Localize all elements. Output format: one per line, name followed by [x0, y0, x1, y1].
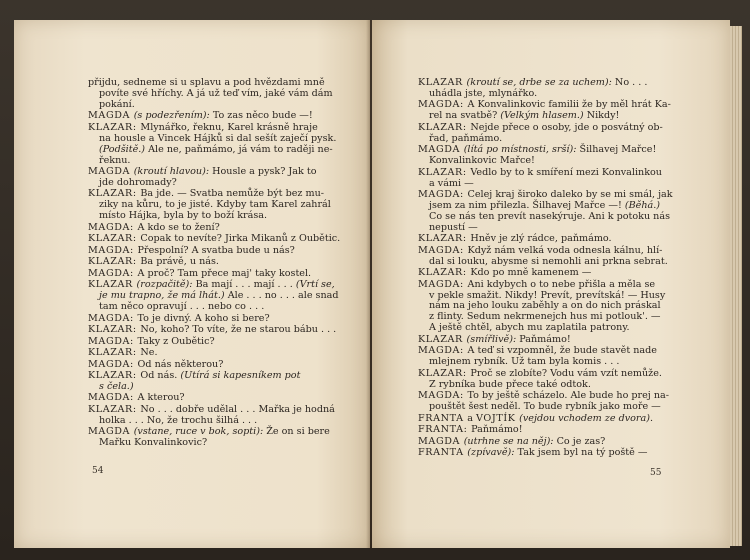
- spoken-text: ziky na kůru, to je jisté. Kdyby tam Karel zahrál: [99, 199, 331, 211]
- spoken-text: Vedlo by to k smíření mezi Konvalinkou: [470, 166, 662, 178]
- dialogue-paragraph: [418, 280, 680, 335]
- text-line: [418, 268, 680, 279]
- text-line: [88, 314, 338, 325]
- dialogue-paragraph: [88, 427, 338, 449]
- speaker-name: MAGDA:: [418, 99, 468, 111]
- text-line: [88, 257, 338, 268]
- spoken-text: holka . . . No, že trochu šilhá . . .: [99, 414, 258, 426]
- stage-direction: je mu trapno, že má lhát.): [99, 290, 225, 302]
- dialogue-paragraph: [88, 123, 338, 167]
- speaker-name: MAGDA:: [88, 335, 138, 347]
- dialogue-paragraph: [88, 325, 338, 336]
- text-line: [418, 323, 680, 334]
- right-page-text: [418, 78, 680, 460]
- dialogue-paragraph: [418, 100, 680, 122]
- stage-direction: (Podšitě.): [99, 143, 146, 155]
- spoken-text: Celej kraj široko daleko by se mi smál, jak: [467, 189, 673, 201]
- spoken-text: Od nás.: [140, 370, 181, 382]
- speaker-name: KLAZAR:: [88, 121, 141, 133]
- spoken-text: Hněv je zlý rádce, paňmámo.: [470, 233, 612, 245]
- speaker-name: KLAZAR:: [418, 367, 471, 379]
- text-line: [88, 393, 338, 404]
- speaker-name: VOJTÍK: [476, 412, 520, 424]
- text-line: [88, 337, 338, 348]
- speaker-name: KLAZAR: [418, 77, 467, 88]
- spoken-text: pouštět šest neděl. To bude rybník jako moře —: [429, 401, 661, 412]
- stage-direction: (vstane, ruce v bok, sopti):: [133, 426, 264, 438]
- spoken-text: rel na svatbě?: [429, 110, 501, 122]
- spoken-text: Přespolní? A svatba bude u nás?: [137, 244, 295, 256]
- speaker-name: MAGDA:: [418, 345, 468, 357]
- spoken-text: místo Hájka, byla by to boží krása.: [99, 210, 268, 222]
- stage-direction: (Vrtí se,: [295, 279, 335, 291]
- speaker-name: MAGDA: [418, 144, 464, 156]
- text-line: [88, 111, 338, 122]
- text-line: [418, 134, 680, 145]
- speaker-name: KLAZAR:: [418, 166, 471, 178]
- text-line: [418, 234, 680, 245]
- text-line: [88, 269, 338, 280]
- dialogue-paragraph: [88, 371, 338, 393]
- speaker-name: KLAZAR:: [418, 233, 471, 245]
- text-line: [418, 111, 680, 122]
- speaker-name: MAGDA: [88, 110, 134, 122]
- speaker-name: MAGDA: [418, 435, 464, 447]
- dialogue-paragraph: [88, 167, 338, 189]
- spoken-text: tam něco opravují . . . nebo co . . .: [99, 301, 265, 313]
- left-page: [14, 20, 370, 548]
- stage-direction: (utrhne se na něj):: [463, 435, 554, 447]
- dialogue-paragraph: [418, 414, 680, 425]
- text-line: [418, 402, 680, 413]
- dialogue-paragraph: [418, 437, 680, 448]
- spoken-text: A kterou?: [137, 392, 185, 404]
- spoken-text: Od nás některou?: [137, 358, 224, 370]
- text-line: [88, 325, 338, 336]
- left-page-text: [88, 77, 341, 450]
- spoken-text: řad, paňmámo.: [429, 132, 503, 144]
- text-line: [418, 156, 680, 167]
- spoken-text: Ba právě, u nás.: [140, 256, 219, 268]
- text-line: [88, 302, 338, 313]
- text-line: [418, 223, 680, 234]
- spoken-text: jsem za nim přilezla. Šilhavej Mařce —!: [429, 199, 625, 211]
- dialogue-paragraph: [418, 425, 680, 436]
- right-page: [372, 20, 730, 548]
- spoken-text: nepustí —: [429, 221, 478, 233]
- page-edges: [730, 26, 742, 546]
- speaker-name: MAGDA:: [88, 267, 138, 279]
- text-line: [88, 100, 338, 111]
- spoken-text: A proč? Tam přece maj' taky kostel.: [137, 267, 312, 279]
- spoken-text: Ba jde. — Svatba nemůže být bez mu-: [140, 188, 325, 200]
- spoken-text: To by ještě scházelo. Ale bude ho prej na-: [467, 390, 669, 402]
- dialogue-paragraph: [418, 346, 680, 368]
- speaker-name: KLAZAR:: [88, 324, 141, 336]
- stage-direction: (Běhá.): [624, 199, 661, 211]
- speaker-name: KLAZAR:: [418, 121, 471, 133]
- spoken-text: A kdo se to žení?: [137, 221, 220, 233]
- speaker-name: KLAZAR:: [88, 188, 141, 200]
- stage-direction: (lítá po místnosti, srší):: [463, 144, 577, 156]
- text-line: [88, 211, 338, 222]
- stage-direction: (kroutí se, drbe se za uchem):: [466, 77, 612, 88]
- right-page-number: 55: [650, 468, 662, 478]
- speaker-name: MAGDA:: [418, 390, 468, 402]
- dialogue-paragraph: [88, 269, 338, 280]
- speaker-name: KLAZAR:: [88, 233, 141, 245]
- text-line: [88, 360, 338, 371]
- speaker-name: FRANTA:: [418, 424, 472, 435]
- spoken-text: Tak jsem byl na tý poště —: [514, 447, 648, 458]
- speaker-name: KLAZAR:: [88, 403, 141, 415]
- spoken-text: Mlynářko, řeknu, Karel krásně hraje: [140, 121, 318, 133]
- dialogue-paragraph: [418, 246, 680, 268]
- speaker-name: KLAZAR:: [88, 256, 141, 268]
- speaker-name: KLAZAR: [88, 279, 137, 291]
- dialogue-paragraph: [88, 257, 338, 268]
- speaker-name: MAGDA:: [88, 392, 138, 404]
- dialogue-paragraph: [88, 280, 338, 313]
- spoken-text: v pekle smažit. Nikdy! Prevít, prevítská! — Husy: [429, 289, 666, 301]
- text-line: [88, 438, 338, 449]
- text-line: [418, 380, 680, 391]
- text-line: [88, 246, 338, 257]
- spoken-text: A ještě chtěl, abych mu zaplatila patrony.: [429, 322, 630, 334]
- spoken-text: Z rybníka bude přece také odtok.: [429, 378, 591, 390]
- stage-direction: (zpívavě):: [467, 447, 515, 458]
- text-line: [418, 89, 680, 100]
- spoken-text: Šilhavej Mařce!: [576, 144, 657, 156]
- spoken-text: Paňmámo!: [516, 333, 571, 345]
- spoken-text: dal si louku, abysme si nemohli ani prkna sebrat.: [429, 255, 668, 267]
- speaker-name: MAGDA: [88, 166, 134, 178]
- speaker-name: FRANTA: [418, 447, 468, 458]
- dialogue-paragraph: [418, 448, 680, 459]
- spoken-text: jde dohromady?: [99, 176, 177, 188]
- spoken-text: povíte své hříchy. A já už teď vím, jaké vám dám: [99, 87, 333, 99]
- text-line: [88, 233, 341, 245]
- dialogue-paragraph: [418, 369, 680, 391]
- dialogue-paragraph: [418, 268, 680, 279]
- text-line: [88, 382, 338, 393]
- spoken-text: Když nám velká voda odnesla kálnu, hlí-: [467, 244, 663, 256]
- stage-direction: (Utírá si kapesníkem pot: [180, 370, 301, 382]
- spoken-text: A teď si vzpomněl, že bude stavět nade: [467, 345, 657, 357]
- spoken-text: Konvalinkovic Mařce!: [429, 155, 535, 167]
- dialogue-paragraph: [88, 78, 338, 111]
- spoken-text: nám na jeho louku zaběhly a on do nich práskal: [429, 300, 661, 312]
- text-line: [418, 414, 680, 425]
- stage-direction: (rozpačitě):: [136, 279, 193, 291]
- spoken-text: Ba mají . . . mají . . .: [192, 279, 296, 291]
- spoken-text: Nejde přece o osoby, jde o posvátný ob-: [470, 121, 663, 133]
- dialogue-paragraph: [418, 335, 680, 346]
- left-page-number: 54: [92, 466, 104, 476]
- dialogue-paragraph: [88, 405, 338, 427]
- speaker-name: KLAZAR:: [88, 347, 141, 359]
- spoken-text: Copak to nevíte? Jirka Mikanů z Oubětic.: [140, 233, 341, 245]
- spoken-text: Taky z Oubětic?: [137, 335, 215, 347]
- spoken-text: z flinty. Sedum nekrmenejch hus mi potlouk'. —: [429, 311, 661, 323]
- spoken-text: řeknu.: [99, 154, 131, 166]
- speaker-name: MAGDA: [88, 426, 134, 438]
- dialogue-paragraph: [418, 190, 680, 234]
- stage-direction: s čela.): [99, 380, 134, 392]
- speaker-name: KLAZAR:: [88, 370, 141, 382]
- dialogue-paragraph: [88, 360, 338, 371]
- spoken-text: Ale . . . no . . . ale snad: [224, 290, 339, 302]
- stage-direction: (kroutí hlavou):: [133, 166, 210, 178]
- text-line: [418, 257, 680, 268]
- speaker-name: KLAZAR: [418, 333, 467, 345]
- speaker-name: MAGDA:: [418, 244, 468, 256]
- spoken-text: No . . . dobře udělal . . . Mařka je hodná: [140, 403, 335, 415]
- spoken-text: Housle a pysk? Jak to: [209, 166, 317, 178]
- spoken-text: To je divný. A koho si bere?: [137, 312, 270, 324]
- spoken-text: Ale ne, paňmámo, já vám to raději ne-: [145, 143, 333, 155]
- spoken-text: Že on si bere: [263, 426, 330, 438]
- dialogue-paragraph: [88, 314, 338, 325]
- speaker-name: MAGDA:: [88, 358, 138, 370]
- text-line: [418, 425, 680, 436]
- text-line: [88, 348, 338, 359]
- speaker-name: MAGDA:: [88, 221, 138, 233]
- dialogue-paragraph: [418, 123, 680, 145]
- speaker-name: MAGDA:: [418, 189, 468, 201]
- spoken-text: No . . .: [611, 77, 648, 88]
- speaker-name: MAGDA:: [88, 244, 138, 256]
- spoken-text: No, koho? To víte, že ne starou bábu . . .: [140, 324, 337, 336]
- spoken-text: Co je zas?: [553, 435, 606, 447]
- dialogue-paragraph: [88, 337, 338, 348]
- spoken-text: Ne.: [140, 347, 158, 359]
- spoken-text: Paňmámo!: [471, 424, 523, 435]
- spoken-text: To zas něco bude —!: [209, 110, 313, 122]
- dialogue-paragraph: [418, 78, 680, 100]
- spoken-text: Co se nás ten prevít nasekýruje. Ani k potoku nás: [429, 210, 670, 222]
- text-line: [418, 179, 680, 190]
- spoken-text: Proč se zlobíte? Vodu vám vzít nemůže.: [470, 367, 662, 379]
- spoken-text: mlejnem rybník. Už tam byla komis . . .: [429, 356, 620, 368]
- text-line: [418, 448, 680, 459]
- dialogue-paragraph: [418, 145, 680, 167]
- dialogue-paragraph: [88, 246, 338, 257]
- speaker-name: MAGDA:: [88, 312, 138, 324]
- text-line: [418, 357, 680, 368]
- dialogue-paragraph: [88, 111, 338, 122]
- stage-direction: (s podezřením):: [133, 110, 210, 122]
- dialogue-paragraph: [418, 391, 680, 413]
- spoken-text: a: [467, 412, 477, 424]
- stage-direction: (smířlivě):: [466, 333, 517, 345]
- spoken-text: Ani kdybych o to nebe přišla a měla se: [467, 278, 656, 290]
- dialogue-paragraph: [418, 168, 680, 190]
- speaker-name: MAGDA:: [418, 278, 468, 290]
- dialogue-paragraph: [88, 189, 338, 222]
- stage-direction: (Velkým hlasem.): [500, 110, 584, 122]
- text-line: [418, 335, 680, 346]
- spoken-text: Nikdy!: [583, 110, 620, 122]
- spoken-text: A Konvalinkovic familii že by měl hrát Ka-: [467, 99, 671, 111]
- spoken-text: Kdo po mně kamenem —: [470, 267, 592, 279]
- dialogue-paragraph: [418, 234, 680, 245]
- dialogue-paragraph: [88, 348, 338, 359]
- spoken-text: a vámi —: [429, 177, 474, 189]
- text-line: [418, 437, 680, 448]
- dialogue-paragraph: [88, 233, 341, 245]
- speaker-name: FRANTA: [418, 412, 468, 424]
- stage-direction: (vejdou vchodem ze dvora).: [519, 412, 654, 424]
- spoken-text: na housle a Vincek Hájků si dal sešít zaječí pysk.: [99, 132, 337, 144]
- spoken-text: pokání.: [99, 98, 135, 110]
- text-line: [88, 156, 338, 167]
- dialogue-paragraph: [88, 393, 338, 404]
- spoken-text: přijdu, sedneme si u splavu a pod hvězdami mně: [88, 77, 325, 88]
- spoken-text: uhádla jste, mlynářko.: [429, 87, 538, 99]
- spoken-text: Mařku Konvalinkovic?: [99, 437, 208, 449]
- speaker-name: KLAZAR:: [418, 267, 471, 279]
